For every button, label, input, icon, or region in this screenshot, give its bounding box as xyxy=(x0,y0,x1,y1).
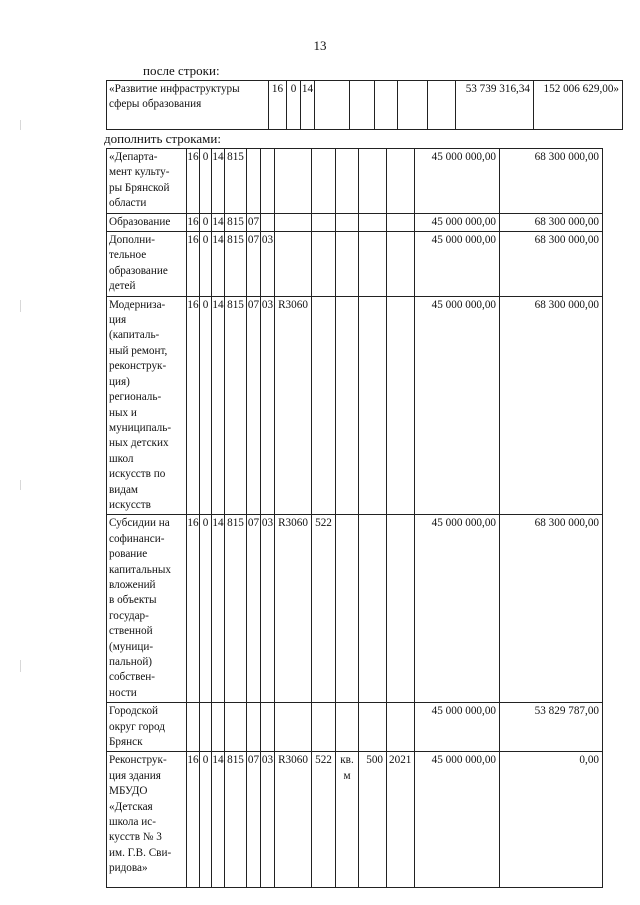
add-rows-phrase: дополнить строками: xyxy=(104,131,221,146)
code-cell: R3060 xyxy=(275,515,312,703)
sum-2020: 45 000 000,00 xyxy=(415,296,500,515)
unit-cell xyxy=(336,232,359,297)
quantity-cell xyxy=(359,213,387,231)
code-cell: 0 xyxy=(200,232,212,297)
code-cell: 16 xyxy=(187,515,200,703)
sum-2020: 45 000 000,00 xyxy=(415,232,500,297)
code-cell: 522 xyxy=(312,515,336,703)
row-name: Субсидии на софинанси- рование капитальных вложений в объекты государ- ственной (муници- пальной) собствен- ности xyxy=(107,515,187,703)
sum-2020: 45 000 000,00 xyxy=(415,149,500,214)
empty-cell xyxy=(350,81,375,130)
page-number: 13 xyxy=(313,38,327,53)
after-row-phrase: после строки: xyxy=(143,63,220,78)
table-row xyxy=(107,752,603,888)
year-cell xyxy=(387,296,415,515)
sum-2020: 53 739 316,34 xyxy=(456,81,534,130)
quantity-cell xyxy=(359,232,387,297)
row-name: Модерниза- ция (капиталь- ный ремонт, реконструк- ция) региональ- ных и муниципаль- ных детских школ искусств по видам искусств xyxy=(107,296,187,515)
quantity-cell xyxy=(359,515,387,703)
code-cell: 16 xyxy=(187,149,200,214)
code-cell xyxy=(225,703,247,752)
code-cell: 14 xyxy=(212,232,225,297)
quantity-cell xyxy=(359,149,387,214)
scan-margin-mark xyxy=(20,660,21,672)
code-cell: 16 xyxy=(187,232,200,297)
year-cell xyxy=(387,213,415,231)
code-cell xyxy=(187,703,200,752)
table-before xyxy=(106,80,623,130)
code-cell xyxy=(312,703,336,752)
scan-margin-mark xyxy=(20,120,21,130)
year-cell xyxy=(387,232,415,297)
code-cell xyxy=(261,213,275,231)
sum-2021: 68 300 000,00 xyxy=(500,296,603,515)
unit-cell xyxy=(336,213,359,231)
code-cell: 14 xyxy=(212,515,225,703)
code-cell: 0 xyxy=(200,296,212,515)
code-cell xyxy=(212,703,225,752)
code-cell xyxy=(312,213,336,231)
table-row xyxy=(107,232,603,297)
code-cell: 0 xyxy=(200,213,212,231)
empty-cell xyxy=(398,81,428,130)
code-cell: 16 xyxy=(187,752,200,888)
row-name: Городской округ город Брянск xyxy=(107,703,187,752)
year-cell xyxy=(387,515,415,703)
sum-2021: 68 300 000,00 xyxy=(500,149,603,214)
code-cell: 07 xyxy=(247,515,261,703)
unit-cell xyxy=(336,515,359,703)
code-cell xyxy=(200,703,212,752)
table-row xyxy=(107,296,603,515)
table-row xyxy=(107,703,603,752)
year-cell xyxy=(387,703,415,752)
code-cell: 07 xyxy=(247,232,261,297)
row-name: «Департа- мент культу- ры Брянской области xyxy=(107,149,187,214)
row-name: «Развитие инфраструктуры сферы образования xyxy=(107,81,269,130)
code-cell: 07 xyxy=(247,752,261,888)
code-cell xyxy=(312,296,336,515)
code-cell: 522 xyxy=(312,752,336,888)
sum-2020: 45 000 000,00 xyxy=(415,752,500,888)
table-row xyxy=(107,515,603,703)
code-cell xyxy=(247,149,261,214)
row-name: Образование xyxy=(107,213,187,231)
code-cell xyxy=(247,703,261,752)
empty-cell xyxy=(375,81,398,130)
table-row xyxy=(107,213,603,231)
code-cell: 03 xyxy=(261,752,275,888)
code-cell: 815 xyxy=(225,149,247,214)
code-cell: 16 xyxy=(269,81,287,130)
code-cell xyxy=(261,703,275,752)
code-cell: 14 xyxy=(212,752,225,888)
code-cell xyxy=(275,149,312,214)
code-cell xyxy=(275,703,312,752)
row-name: Реконструк- ция здания МБУДО «Детская школа ис- кусств № 3 им. Г.В. Сви- ридова» xyxy=(107,752,187,888)
code-cell: 07 xyxy=(247,213,261,231)
code-cell: 815 xyxy=(225,515,247,703)
code-cell: 14 xyxy=(212,149,225,214)
empty-cell xyxy=(315,81,350,130)
unit-cell xyxy=(336,149,359,214)
row-name: Дополни- тельное образование детей xyxy=(107,232,187,297)
table-row xyxy=(107,81,623,130)
sum-2020: 45 000 000,00 xyxy=(415,515,500,703)
code-cell: 14 xyxy=(212,213,225,231)
quantity-cell xyxy=(359,703,387,752)
code-cell: 03 xyxy=(261,232,275,297)
code-cell: 16 xyxy=(187,296,200,515)
code-cell: 815 xyxy=(225,296,247,515)
unit-cell xyxy=(336,296,359,515)
code-cell xyxy=(312,232,336,297)
unit-cell: кв. м xyxy=(336,752,359,888)
code-cell xyxy=(312,149,336,214)
code-cell: 16 xyxy=(187,213,200,231)
code-cell: 03 xyxy=(261,296,275,515)
code-cell: 0 xyxy=(200,515,212,703)
scan-margin-mark xyxy=(20,300,21,312)
table-added-rows xyxy=(106,148,603,888)
quantity-cell: 500 xyxy=(359,752,387,888)
unit-cell xyxy=(336,703,359,752)
code-cell: R3060 xyxy=(275,296,312,515)
year-cell: 2021 xyxy=(387,752,415,888)
code-cell: 0 xyxy=(200,752,212,888)
table-row xyxy=(107,149,603,214)
code-cell: 815 xyxy=(225,213,247,231)
empty-cell xyxy=(428,81,456,130)
code-cell: 14 xyxy=(212,296,225,515)
code-cell xyxy=(275,232,312,297)
code-cell xyxy=(261,149,275,214)
code-cell: R3060 xyxy=(275,752,312,888)
code-cell: 14 xyxy=(301,81,315,130)
scan-margin-mark xyxy=(20,480,21,490)
sum-2020: 45 000 000,00 xyxy=(415,213,500,231)
code-cell: 0 xyxy=(200,149,212,214)
code-cell: 815 xyxy=(225,232,247,297)
quantity-cell xyxy=(359,296,387,515)
sum-2021: 0,00 xyxy=(500,752,603,888)
sum-2020: 45 000 000,00 xyxy=(415,703,500,752)
sum-2021: 68 300 000,00 xyxy=(500,232,603,297)
code-cell xyxy=(275,213,312,231)
code-cell: 07 xyxy=(247,296,261,515)
code-cell: 0 xyxy=(287,81,301,130)
code-cell: 815 xyxy=(225,752,247,888)
sum-2021: 53 829 787,00 xyxy=(500,703,603,752)
sum-2021: 152 006 629,00» xyxy=(534,81,623,130)
sum-2021: 68 300 000,00 xyxy=(500,515,603,703)
code-cell: 03 xyxy=(261,515,275,703)
sum-2021: 68 300 000,00 xyxy=(500,213,603,231)
year-cell xyxy=(387,149,415,214)
